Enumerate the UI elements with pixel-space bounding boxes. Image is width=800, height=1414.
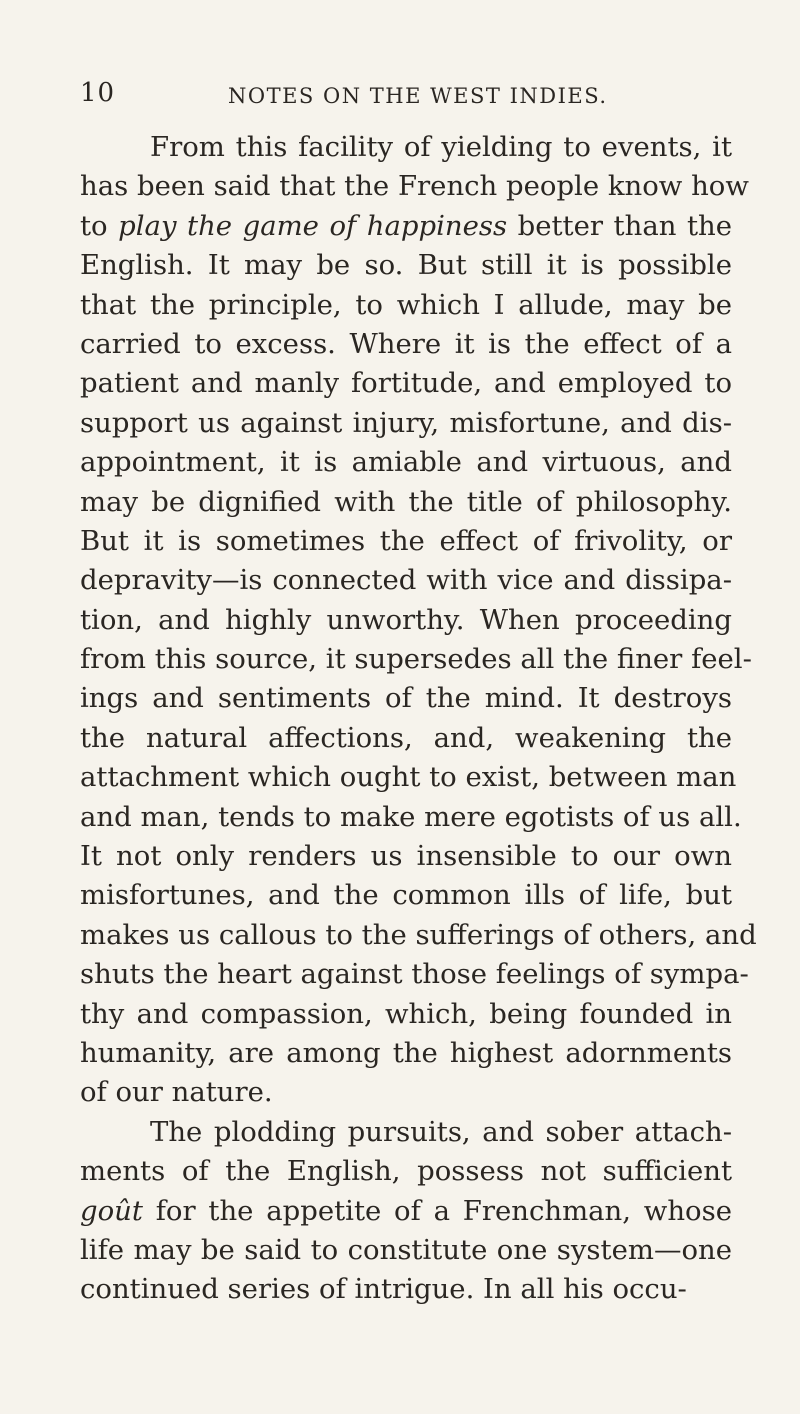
text-segment: that the principle, to which I allude, may be (80, 288, 732, 321)
text-line (80, 1113, 732, 1152)
text-line (80, 798, 742, 837)
text-line (80, 128, 732, 167)
text-segment: shuts the heart against those feelings of sympa- (80, 958, 749, 991)
text-segment: has been said that the French people know how (80, 170, 749, 203)
text-line (80, 916, 757, 955)
text-segment: for the appetite of a Frenchman, whose (142, 1194, 732, 1227)
text-line (80, 404, 732, 443)
text-segment: misfortunes, and the common ills of life, but (80, 879, 732, 912)
text-line (80, 1192, 732, 1231)
text-line (80, 364, 732, 403)
text-segment: English. It may be so. But still it is possible (80, 249, 732, 282)
text-segment: of our nature. (80, 1076, 273, 1109)
paragraph-2 (80, 1113, 732, 1310)
text-segment: better than the (507, 209, 732, 242)
text-segment: But it is sometimes the effect of frivolity, or (80, 524, 732, 557)
text-segment: makes us callous to the sufferings of others, and (80, 918, 757, 951)
text-segment: humanity, are among the highest adornments (80, 1036, 732, 1069)
text-line (80, 1231, 732, 1270)
text-segment: appointment, it is amiable and virtuous, and (80, 446, 732, 479)
text-segment: to (80, 209, 119, 242)
text-line (80, 286, 732, 325)
italic-phrase: goût (80, 1194, 143, 1227)
text-segment: depravity—is connected with vice and dissipa- (80, 564, 732, 597)
text-line (80, 167, 749, 206)
text-segment: continued series of intrigue. In all his occu- (80, 1273, 687, 1306)
text-line (80, 995, 732, 1034)
text-segment: patient and manly fortitude, and employed to (80, 367, 732, 400)
text-line (80, 246, 732, 285)
text-segment: It not only renders us insensible to our own (80, 840, 732, 873)
text-line (80, 1034, 732, 1073)
text-line (80, 561, 732, 600)
text-line (80, 955, 749, 994)
text-segment: attachment which ought to exist, between man (80, 761, 737, 794)
text-line (80, 876, 732, 915)
text-line (80, 483, 732, 522)
text-line (80, 679, 732, 718)
text-line (80, 719, 732, 758)
page-number: 10 (80, 78, 116, 108)
text-line (80, 325, 732, 364)
text-segment: thy and compassion, which, being founded in (80, 997, 732, 1030)
text-line (80, 1152, 732, 1191)
paragraph-1 (80, 128, 757, 1113)
text-segment: The plodding pursuits, and sober attach- (150, 1115, 732, 1148)
text-segment: from this source, it supersedes all the finer feel- (80, 643, 752, 676)
text-line (80, 601, 732, 640)
running-head: NOTES ON THE WEST INDIES. (228, 84, 608, 108)
text-segment: tion, and highly unworthy. When proceeding (80, 603, 732, 636)
text-line (80, 522, 732, 561)
text-line (80, 1270, 732, 1309)
text-segment: may be dignified with the title of philosophy. (80, 485, 732, 518)
text-segment: ings and sentiments of the mind. It destroys (80, 682, 732, 715)
text-segment: ments of the English, possess not sufficient (80, 1155, 732, 1188)
text-segment: the natural affections, and, weakening the (80, 721, 732, 754)
text-line (80, 1073, 732, 1112)
text-segment: From this facility of yielding to events, it (150, 131, 732, 163)
text-segment: carried to excess. Where it is the effect of a (80, 327, 732, 360)
text-segment: and man, tends to make mere egotists of us all. (80, 800, 742, 833)
body-text (80, 128, 757, 1310)
text-line (80, 758, 737, 797)
text-segment: support us against injury, misfortune, and dis- (80, 406, 732, 439)
text-line (80, 443, 732, 482)
text-segment: life may be said to constitute one system—one (80, 1233, 732, 1266)
italic-phrase: play the game of happiness (118, 209, 508, 242)
page-header (80, 78, 730, 108)
text-line (80, 640, 752, 679)
text-line (80, 207, 732, 246)
text-line (80, 837, 732, 876)
